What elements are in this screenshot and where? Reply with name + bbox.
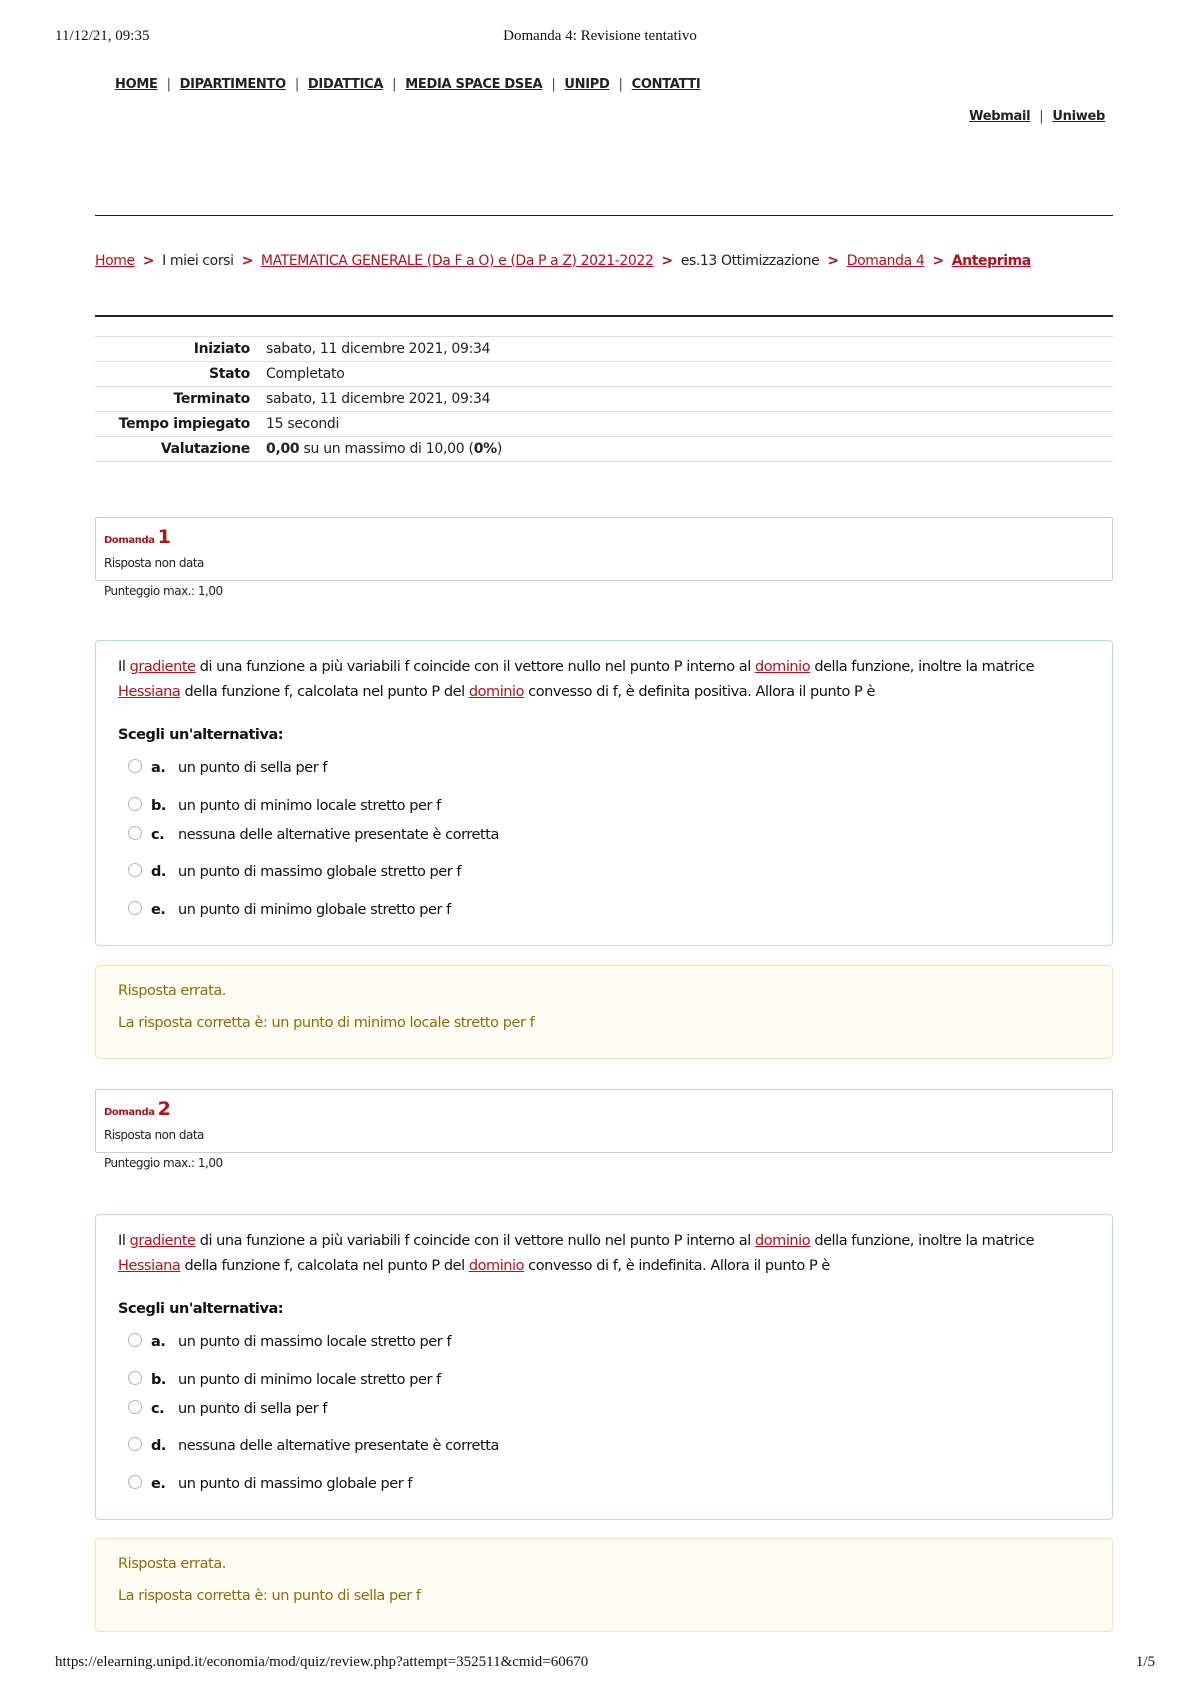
nav-separator: | bbox=[166, 77, 171, 92]
glossary-link-dominio[interactable]: dominio bbox=[754, 1233, 811, 1249]
webmail-link[interactable]: Webmail bbox=[969, 109, 1031, 124]
glossary-link-hessiana[interactable]: Hessiana bbox=[118, 1258, 181, 1274]
question-text: Il gradiente di una funzione a più variabili f coincide con il vettore nullo nel punto P interno al dominio della funzione, inoltre la matrice Hessiana della funzione f, calcolata nel punto P del dominio convesso di f, è definita positiva. Allora il punto P è bbox=[118, 659, 1035, 700]
nav-unipd-link[interactable]: UNIPD bbox=[564, 77, 610, 92]
answer-option[interactable] bbox=[128, 863, 461, 880]
nav-didattica-link[interactable]: DIDATTICA bbox=[307, 77, 384, 92]
glossary-link-dominio[interactable]: dominio bbox=[468, 684, 525, 700]
breadcrumb-separator: > bbox=[932, 253, 944, 269]
print-datetime: 11/12/21, 09:35 bbox=[55, 28, 150, 44]
option-text: un punto di sella per f bbox=[178, 1401, 328, 1417]
glossary-link-dominio[interactable]: dominio bbox=[754, 659, 811, 675]
breadcrumb-separator: > bbox=[827, 253, 839, 269]
option-text: un punto di minimo globale stretto per f bbox=[178, 902, 451, 918]
option-text: un punto di massimo globale stretto per f bbox=[178, 864, 462, 880]
grade-value: 0,00 bbox=[266, 441, 300, 457]
mail-navigation bbox=[969, 109, 1105, 124]
print-header bbox=[0, 28, 1200, 50]
feedback-correct-answer: La risposta corretta è: un punto di sella per f bbox=[118, 1588, 421, 1604]
uniweb-link[interactable]: Uniweb bbox=[1052, 109, 1105, 124]
question-1-info bbox=[95, 517, 1113, 598]
summary-row bbox=[95, 387, 1113, 412]
nav-separator: | bbox=[392, 77, 397, 92]
question-state: Risposta non data bbox=[104, 556, 204, 570]
answer-option[interactable] bbox=[128, 1400, 327, 1417]
summary-value: Completato bbox=[266, 362, 1113, 387]
answer-option[interactable] bbox=[128, 759, 327, 776]
question-max-grade: Punteggio max.: 1,00 bbox=[104, 584, 223, 598]
question-number-value: 1 bbox=[157, 526, 171, 548]
radio-button[interactable] bbox=[128, 1400, 142, 1414]
option-letter: d. bbox=[151, 1438, 166, 1454]
summary-row bbox=[95, 437, 1113, 462]
option-letter: e. bbox=[151, 902, 166, 918]
feedback-result: Risposta errata. bbox=[118, 1556, 226, 1572]
question-1-feedback bbox=[95, 965, 1113, 1059]
radio-button[interactable] bbox=[128, 901, 142, 915]
radio-button[interactable] bbox=[128, 863, 142, 877]
breadcrumb-course[interactable]: MATEMATICA GENERALE (Da F a O) e (Da P a Z) 2021-2022 bbox=[260, 253, 654, 269]
breadcrumb-separator: > bbox=[142, 253, 155, 269]
option-text: nessuna delle alternative presentate è corretta bbox=[178, 1438, 499, 1454]
summary-value: sabato, 11 dicembre 2021, 09:34 bbox=[266, 337, 1113, 362]
summary-label: Valutazione bbox=[95, 437, 266, 462]
glossary-link-gradiente[interactable]: gradiente bbox=[129, 659, 196, 675]
radio-button[interactable] bbox=[128, 1437, 142, 1451]
answer-option[interactable] bbox=[128, 1475, 412, 1492]
option-text: un punto di sella per f bbox=[178, 760, 328, 776]
breadcrumb-section: es.13 Ottimizzazione bbox=[680, 253, 820, 269]
summary-value: 15 secondi bbox=[266, 412, 1113, 437]
print-page-number: 1/5 bbox=[1135, 1654, 1155, 1670]
answer-prompt: Scegli un'alternativa: bbox=[118, 1301, 284, 1317]
attempt-summary-table bbox=[95, 336, 1113, 462]
breadcrumb-my-courses: I miei corsi bbox=[162, 253, 234, 269]
glossary-link-hessiana[interactable]: Hessiana bbox=[118, 684, 181, 700]
question-2-content bbox=[95, 1214, 1113, 1520]
breadcrumb-home[interactable]: Home bbox=[95, 253, 135, 269]
question-2-info bbox=[95, 1089, 1113, 1170]
radio-button[interactable] bbox=[128, 1475, 142, 1489]
question-max-grade: Punteggio max.: 1,00 bbox=[104, 1156, 223, 1170]
answer-option[interactable] bbox=[128, 826, 499, 843]
answer-option[interactable] bbox=[128, 1333, 451, 1350]
radio-button[interactable] bbox=[128, 1333, 142, 1347]
summary-value: sabato, 11 dicembre 2021, 09:34 bbox=[266, 387, 1113, 412]
question-label: Domanda bbox=[104, 535, 155, 546]
summary-label: Stato bbox=[95, 362, 266, 387]
radio-button[interactable] bbox=[128, 826, 142, 840]
breadcrumb-preview[interactable]: Anteprima bbox=[951, 253, 1031, 269]
radio-button[interactable] bbox=[128, 759, 142, 773]
glossary-link-gradiente[interactable]: gradiente bbox=[129, 1233, 196, 1249]
option-text: un punto di minimo locale stretto per f bbox=[178, 798, 441, 814]
option-letter: d. bbox=[151, 864, 166, 880]
question-state: Risposta non data bbox=[104, 1128, 204, 1142]
grade-close: ) bbox=[496, 441, 503, 457]
print-url: https://elearning.unipd.it/economia/mod/quiz/review.php?attempt=352511&cmid=60670 bbox=[55, 1654, 589, 1670]
answer-option[interactable] bbox=[128, 901, 451, 918]
breadcrumb-separator: > bbox=[661, 253, 673, 269]
glossary-link-dominio[interactable]: dominio bbox=[468, 1258, 525, 1274]
breadcrumb-separator: > bbox=[241, 253, 253, 269]
question-label: Domanda bbox=[104, 1107, 155, 1118]
option-letter: c. bbox=[151, 827, 165, 843]
grade-max: su un massimo di 10,00 ( bbox=[299, 441, 474, 457]
nav-home-link[interactable]: HOME bbox=[115, 77, 158, 92]
option-letter: b. bbox=[151, 798, 166, 814]
mailnav-separator: | bbox=[1039, 109, 1044, 124]
grade-percent: 0% bbox=[473, 441, 497, 457]
breadcrumb-quiz[interactable]: Domanda 4 bbox=[846, 253, 925, 269]
answer-option[interactable] bbox=[128, 1371, 441, 1388]
top-navigation bbox=[115, 77, 700, 92]
nav-dipartimento-link[interactable]: DIPARTIMENTO bbox=[179, 77, 286, 92]
option-text: un punto di massimo globale per f bbox=[178, 1476, 413, 1492]
nav-contatti-link[interactable]: CONTATTI bbox=[631, 77, 701, 92]
question-number bbox=[104, 1098, 171, 1120]
print-doc-title: Domanda 4: Revisione tentativo bbox=[503, 28, 697, 44]
option-letter: a. bbox=[151, 1334, 166, 1350]
question-1-content bbox=[95, 640, 1113, 946]
feedback-result: Risposta errata. bbox=[118, 983, 226, 999]
question-number bbox=[104, 526, 171, 548]
answer-option[interactable] bbox=[128, 797, 441, 814]
answer-prompt: Scegli un'alternativa: bbox=[118, 727, 284, 743]
option-letter: c. bbox=[151, 1401, 165, 1417]
summary-row bbox=[95, 412, 1113, 437]
option-letter: e. bbox=[151, 1476, 166, 1492]
nav-separator: | bbox=[618, 77, 623, 92]
summary-row bbox=[95, 362, 1113, 387]
header-divider bbox=[95, 215, 1113, 216]
answer-option[interactable] bbox=[128, 1437, 499, 1454]
nav-separator: | bbox=[551, 77, 556, 92]
nav-separator: | bbox=[294, 77, 299, 92]
question-2-feedback bbox=[95, 1538, 1113, 1632]
radio-button[interactable] bbox=[128, 797, 142, 811]
breadcrumb bbox=[95, 253, 1031, 269]
nav-media-space-link[interactable]: MEDIA SPACE DSEA bbox=[405, 77, 543, 92]
radio-button[interactable] bbox=[128, 1371, 142, 1385]
feedback-correct-answer: La risposta corretta è: un punto di minimo locale stretto per f bbox=[118, 1015, 535, 1031]
question-number-value: 2 bbox=[157, 1098, 171, 1120]
summary-value bbox=[266, 437, 1113, 462]
breadcrumb-divider bbox=[95, 315, 1113, 317]
summary-row bbox=[95, 337, 1113, 362]
option-letter: a. bbox=[151, 760, 166, 776]
option-letter: b. bbox=[151, 1372, 166, 1388]
summary-label: Terminato bbox=[95, 387, 266, 412]
option-text: un punto di minimo locale stretto per f bbox=[178, 1372, 441, 1388]
question-text: Il gradiente di una funzione a più variabili f coincide con il vettore nullo nel punto P interno al dominio della funzione, inoltre la matrice Hessiana della funzione f, calcolata nel punto P del dominio convesso di f, è indefinita. Allora il punto P è bbox=[118, 1233, 1035, 1274]
option-text: un punto di massimo locale stretto per f bbox=[178, 1334, 452, 1350]
summary-label: Tempo impiegato bbox=[95, 412, 266, 437]
option-text: nessuna delle alternative presentate è corretta bbox=[178, 827, 499, 843]
print-footer bbox=[0, 1654, 1200, 1676]
summary-label: Iniziato bbox=[95, 337, 266, 362]
